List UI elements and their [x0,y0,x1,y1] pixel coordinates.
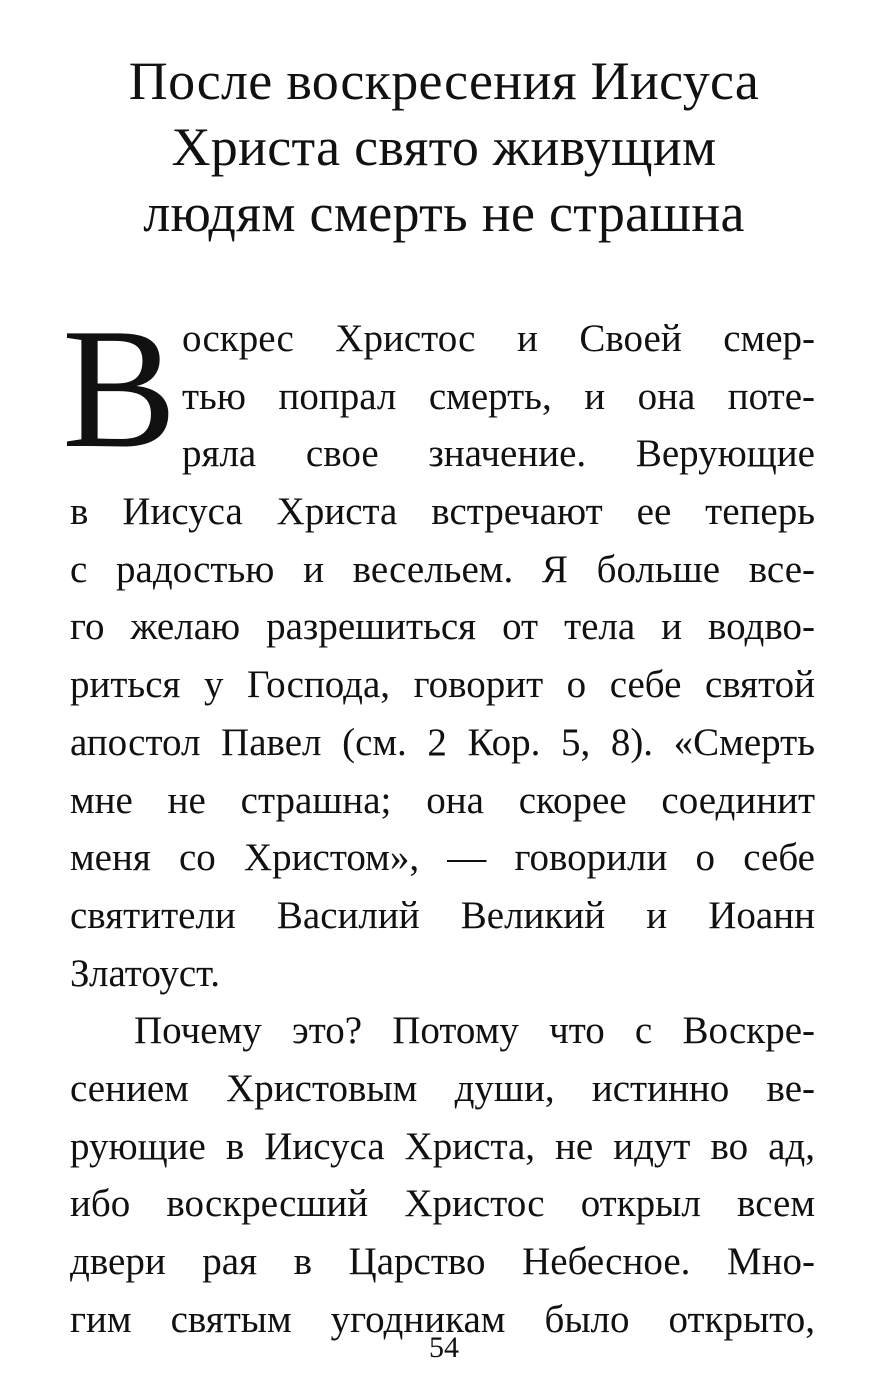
text-line: двери рая в Царство Небесное. Мно- [70,1240,815,1283]
text-line: ибо воскресший Христос открыл всем [70,1182,815,1226]
text-line: рующие в Иисуса Христа, не идут во ад, [70,1124,815,1168]
text-line: в Иисуса Христа встречают ее теперь [70,490,815,534]
text-line: Почему это? Потому что с Воскре- [134,1009,815,1053]
text-line: апостол Павел (см. 2 Кор. 5, 8). «Смерть [70,720,815,764]
text-line: ряла свое значение. Верующие [182,432,815,476]
chapter-heading [60,48,828,246]
text-line: сением Христовым души, истинно ве- [70,1066,815,1110]
page-number: 54 [429,1331,459,1364]
heading-line: После воскресения Иисуса [128,51,760,111]
text-line: святители Василий Великий и Иоанн [70,893,815,937]
heading-line: людям смерть не страшна [143,183,745,243]
text-line: мне не страшна; она скорее соединит [70,778,815,822]
text-line: оскрес Христос и Своей смер- [182,317,815,360]
text-line: меня со Христом», — говорили о себе [70,836,815,880]
drop-cap: В [62,294,177,484]
heading-line: Христа свято живущим [171,117,717,177]
text-line: риться у Господа, говорит о себе святой [70,663,815,707]
paragraph-2 [70,1002,815,1348]
text-line: с радостью и весельем. Я больше все- [70,547,815,591]
body-text [62,294,815,1348]
text-line: го желаю разрешиться от тела и водво- [70,605,815,649]
text-line: Златоуст. [70,951,221,995]
paragraph-1 [70,310,815,1002]
text-line: тью попрал смерть, и она поте- [182,374,815,418]
text-line: гим святым угодникам было открыто, [70,1297,815,1341]
